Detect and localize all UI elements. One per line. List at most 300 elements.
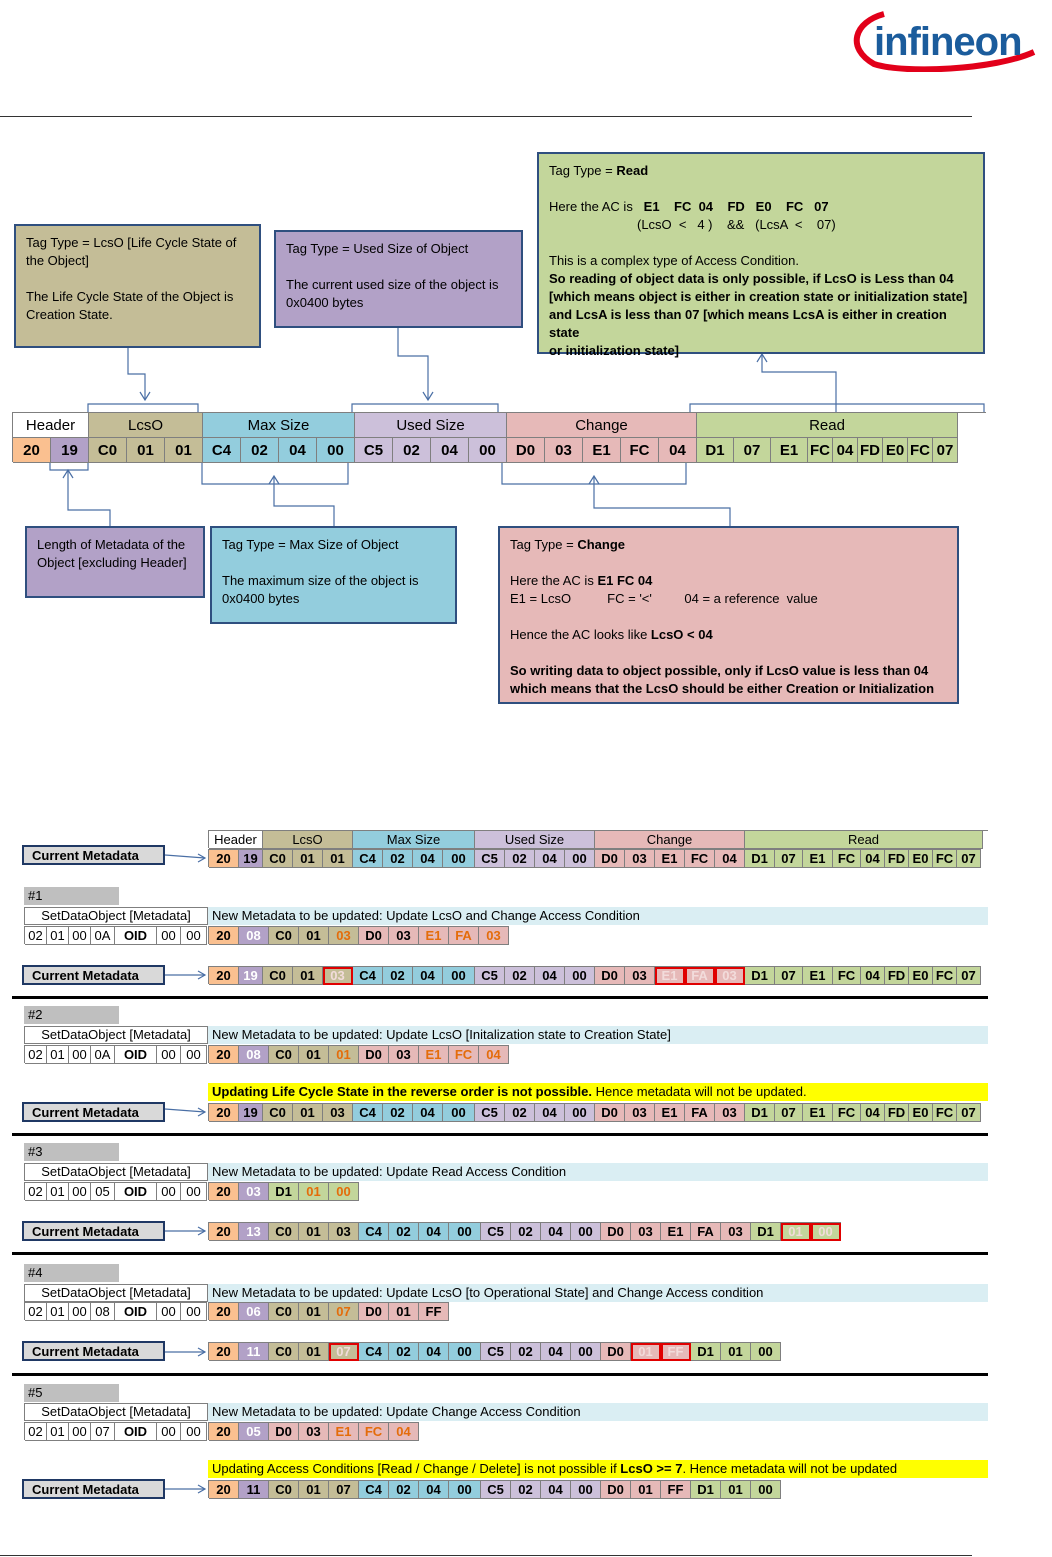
example-number: #5 — [24, 1384, 119, 1402]
byte-cell: 04 — [419, 1481, 449, 1499]
byte-cell: 00 — [329, 1183, 359, 1201]
small-header-row — [208, 830, 988, 848]
byte-cell: 08 — [239, 1046, 269, 1064]
command-byte-cell: OID — [115, 927, 157, 945]
byte-cell: 04 — [541, 1223, 571, 1241]
command-byte-cell: 00 — [157, 927, 181, 945]
byte-cell: D1 — [745, 850, 775, 868]
command-byte-cell: 05 — [91, 1183, 115, 1201]
small-header-cell: Max Size — [353, 831, 475, 849]
byte-cell: 00 — [449, 1481, 481, 1499]
byte-cell: 00 — [811, 1223, 841, 1241]
command-byte-cell: 0A — [91, 1046, 115, 1064]
byte-cell: E1 — [419, 1046, 449, 1064]
byte-cell: 20 — [209, 1183, 239, 1201]
byte-cell: 02 — [393, 438, 431, 463]
byte-cell: 02 — [505, 1104, 535, 1122]
command-byte-cell: 00 — [69, 1183, 91, 1201]
byte-cell: E1 — [419, 927, 449, 945]
small-header-cell: Change — [595, 831, 745, 849]
command-byte-cell: 07 — [91, 1423, 115, 1441]
byte-cell: 01 — [165, 438, 203, 463]
byte-cell: 03 — [299, 1423, 329, 1441]
byte-cell: 00 — [443, 850, 475, 868]
byte-cell: C0 — [263, 1104, 293, 1122]
byte-cell: C4 — [203, 438, 241, 463]
byte-cell: FF — [419, 1303, 449, 1321]
logo-text: infineon — [874, 20, 1022, 64]
byte-cell: 04 — [833, 438, 858, 463]
byte-cell: 20 — [209, 850, 239, 868]
command-byte-cell: 00 — [157, 1423, 181, 1441]
new-metadata-description: New Metadata to be updated: Update Change Access Condition — [208, 1403, 988, 1421]
byte-cell: 01 — [721, 1481, 751, 1499]
command-byte-cell: 00 — [157, 1303, 181, 1321]
byte-cell: 04 — [659, 438, 697, 463]
byte-cell: C4 — [359, 1223, 389, 1241]
byte-cell: 03 — [323, 967, 353, 985]
byte-cell: 07 — [957, 1104, 981, 1122]
byte-cell: 01 — [293, 1104, 323, 1122]
max-box-line1: Tag Type = Max Size of Object — [222, 537, 399, 552]
byte-cell: 00 — [571, 1223, 601, 1241]
byte-cell: FC — [833, 967, 861, 985]
byte-cell: 01 — [299, 1343, 329, 1361]
byte-cell: 01 — [299, 927, 329, 945]
command-byte-cell: 00 — [181, 1423, 207, 1441]
byte-cell: 05 — [239, 1423, 269, 1441]
byte-cell: 01 — [781, 1223, 811, 1241]
used-size-explanation-box — [274, 230, 523, 328]
byte-cell: D1 — [751, 1223, 781, 1241]
byte-cell: 02 — [505, 967, 535, 985]
byte-cell: 02 — [241, 438, 279, 463]
byte-cell: 20 — [209, 1046, 239, 1064]
command-byte-cell: 00 — [69, 1046, 91, 1064]
byte-cell: 00 — [317, 438, 355, 463]
command-byte-cell: 00 — [157, 1183, 181, 1201]
byte-cell: 04 — [715, 850, 745, 868]
big-header-cell: Max Size — [203, 413, 355, 438]
command-byte-cell: 00 — [69, 1423, 91, 1441]
current-metadata-label: Current Metadata — [22, 1102, 165, 1122]
byte-cell: C0 — [263, 850, 293, 868]
byte-cell: 04 — [861, 850, 885, 868]
metadata-byte-row — [208, 1422, 419, 1440]
section-separator — [12, 1133, 988, 1136]
byte-cell: 00 — [571, 1343, 601, 1361]
byte-cell: 02 — [383, 967, 413, 985]
current-metadata-label: Current Metadata — [22, 1479, 165, 1499]
byte-cell: FC — [621, 438, 659, 463]
byte-cell: 20 — [13, 438, 51, 463]
command-byte-cell: 02 — [25, 1183, 47, 1201]
byte-cell: 01 — [293, 967, 323, 985]
command-byte-cell: 0A — [91, 927, 115, 945]
change-hence-prefix: Hence the AC looks like — [510, 627, 651, 642]
byte-cell: 01 — [299, 1303, 329, 1321]
byte-cell: 01 — [389, 1303, 419, 1321]
byte-cell: 04 — [413, 1104, 443, 1122]
command-byte-cell: 01 — [47, 927, 69, 945]
command-byte-cell: 08 — [91, 1303, 115, 1321]
byte-cell: D0 — [601, 1223, 631, 1241]
byte-cell: FC — [833, 850, 861, 868]
byte-cell: E0 — [909, 1104, 933, 1122]
command-byte-cell: 00 — [181, 1303, 207, 1321]
metadata-byte-row — [208, 1103, 981, 1121]
command-byte-cell: 00 — [181, 1183, 207, 1201]
byte-cell: E1 — [803, 967, 833, 985]
byte-cell: FC — [833, 1104, 861, 1122]
byte-cell: 01 — [299, 1046, 329, 1064]
byte-cell: FA — [691, 1223, 721, 1241]
byte-cell: 03 — [545, 438, 583, 463]
byte-cell: C0 — [269, 1481, 299, 1499]
metadata-byte-row — [208, 1182, 359, 1200]
footer-rule — [0, 1555, 972, 1556]
byte-cell: D1 — [269, 1183, 299, 1201]
max-size-explanation-box — [210, 526, 457, 624]
byte-cell: 04 — [535, 850, 565, 868]
lcso-box-line2: The Life Cycle State of the Object is Creation State. — [26, 289, 234, 322]
byte-cell: 00 — [751, 1481, 781, 1499]
byte-cell: C0 — [263, 967, 293, 985]
small-header-cell: LcsO — [263, 831, 353, 849]
byte-cell: 06 — [239, 1303, 269, 1321]
byte-cell: 04 — [541, 1343, 571, 1361]
byte-cell: 07 — [329, 1303, 359, 1321]
byte-cell: 20 — [209, 1303, 239, 1321]
byte-cell: D0 — [507, 438, 545, 463]
byte-cell: E0 — [883, 438, 908, 463]
metadata-byte-row — [208, 1045, 509, 1063]
command-prefix-row — [24, 1302, 207, 1320]
byte-cell: 00 — [449, 1343, 481, 1361]
byte-cell: 00 — [565, 1104, 595, 1122]
byte-cell: 20 — [209, 1223, 239, 1241]
byte-cell: FC — [685, 850, 715, 868]
command-byte-cell: 02 — [25, 1046, 47, 1064]
byte-cell: 03 — [625, 1104, 655, 1122]
byte-cell: 01 — [293, 850, 323, 868]
command-byte-cell: 00 — [69, 927, 91, 945]
metadata-big-table — [12, 412, 986, 462]
read-box-title — [549, 162, 973, 180]
byte-cell: E1 — [803, 850, 833, 868]
byte-cell: D0 — [601, 1481, 631, 1499]
change-explanation-box — [498, 526, 959, 704]
byte-cell: E0 — [909, 850, 933, 868]
byte-cell: 03 — [715, 1104, 745, 1122]
byte-cell: 04 — [413, 850, 443, 868]
command-byte-cell: 00 — [69, 1303, 91, 1321]
byte-cell: C5 — [481, 1343, 511, 1361]
byte-cell: FD — [885, 967, 909, 985]
used-box-line2: The current used size of the object is 0x0400 bytes — [286, 277, 499, 310]
byte-cell: D0 — [601, 1343, 631, 1361]
byte-cell: E1 — [329, 1423, 359, 1441]
byte-cell: D1 — [697, 438, 734, 463]
big-header-cell: LcsO — [89, 413, 203, 438]
byte-cell: C4 — [353, 850, 383, 868]
byte-cell: 02 — [389, 1223, 419, 1241]
change-box-ac — [510, 572, 947, 590]
byte-cell: 07 — [775, 850, 803, 868]
used-box-line1: Tag Type = Used Size of Object — [286, 241, 469, 256]
warning-note — [208, 1083, 988, 1101]
byte-cell: C5 — [475, 850, 505, 868]
byte-cell: D0 — [595, 967, 625, 985]
change-ac-bold: E1 FC 04 — [597, 573, 653, 588]
example-number: #4 — [24, 1264, 119, 1282]
command-prefix-row — [24, 926, 207, 944]
byte-cell: FF — [661, 1343, 691, 1361]
command-byte-cell: 02 — [25, 1423, 47, 1441]
byte-cell: 00 — [443, 967, 475, 985]
read-ac-meaning: (LcsO < 4 ) && (LcsA < 07) — [637, 217, 836, 232]
byte-cell: D0 — [359, 1303, 389, 1321]
byte-cell: FD — [885, 1104, 909, 1122]
command-prefix-row — [24, 1045, 207, 1063]
byte-cell: E0 — [909, 967, 933, 985]
read-explanation-box — [537, 152, 985, 358]
big-header-cell: Change — [507, 413, 697, 438]
byte-cell: D1 — [745, 1104, 775, 1122]
command-prefix-row — [24, 1422, 207, 1440]
byte-cell: 00 — [571, 1481, 601, 1499]
read-box-bold2: [which means object is either in creation state or initialization state] — [549, 289, 968, 304]
section-separator — [12, 1373, 988, 1376]
byte-cell: FA — [685, 967, 715, 985]
warning-note — [208, 1460, 988, 1478]
command-byte-cell: 01 — [47, 1303, 69, 1321]
warning-note-bold: Updating Life Cycle State in the reverse order is not possible. — [212, 1084, 592, 1099]
byte-cell: 11 — [239, 1481, 269, 1499]
length-box-line1: Length of Metadata of the Object [excluding Header] — [37, 537, 187, 570]
byte-cell: 07 — [734, 438, 771, 463]
byte-cell: 02 — [511, 1343, 541, 1361]
byte-cell: FD — [858, 438, 883, 463]
command-byte-cell: 02 — [25, 927, 47, 945]
lcso-box-line1: Tag Type = LcsO [Life Cycle State of the Object] — [26, 235, 237, 268]
big-header-cell: Header — [13, 413, 89, 438]
byte-cell: 03 — [329, 927, 359, 945]
byte-cell: 03 — [329, 1223, 359, 1241]
byte-cell: 02 — [389, 1343, 419, 1361]
command-byte-cell: 01 — [47, 1183, 69, 1201]
byte-cell: D1 — [691, 1481, 721, 1499]
byte-cell: 07 — [775, 967, 803, 985]
byte-cell: 04 — [861, 1104, 885, 1122]
byte-cell: E1 — [655, 850, 685, 868]
change-box-hence — [510, 626, 947, 644]
byte-cell: 01 — [323, 850, 353, 868]
byte-cell: 19 — [239, 1104, 263, 1122]
byte-cell: D1 — [745, 967, 775, 985]
byte-cell: E1 — [583, 438, 621, 463]
warning-note-rest: Hence metadata will not be updated. — [591, 1084, 807, 1099]
byte-cell: 20 — [209, 1423, 239, 1441]
read-title-prefix: Tag Type = — [549, 163, 617, 178]
byte-cell: C0 — [269, 1343, 299, 1361]
metadata-byte-row — [208, 926, 509, 944]
byte-cell: 00 — [751, 1343, 781, 1361]
byte-cell: 20 — [209, 927, 239, 945]
byte-cell: 03 — [625, 850, 655, 868]
command-byte-cell: OID — [115, 1423, 157, 1441]
read-box-line3: This is a complex type of Access Condition. — [549, 253, 800, 268]
byte-cell: 19 — [239, 850, 263, 868]
metadata-byte-row — [208, 849, 981, 867]
new-metadata-description: New Metadata to be updated: Update LcsO [to Operational State] and Change Access condition — [208, 1284, 988, 1302]
byte-cell: 01 — [299, 1183, 329, 1201]
big-header-cell: Read — [697, 413, 958, 438]
byte-cell: 03 — [479, 927, 509, 945]
byte-cell: 04 — [535, 1104, 565, 1122]
byte-cell: D0 — [595, 850, 625, 868]
setdataobject-label: SetDataObject [Metadata] — [24, 1026, 208, 1044]
read-box-bold1: So reading of object data is only possible, if LcsO is Less than 04 — [549, 271, 954, 286]
current-metadata-label: Current Metadata — [22, 1341, 165, 1361]
byte-cell: FA — [685, 1104, 715, 1122]
byte-cell: 03 — [239, 1183, 269, 1201]
byte-cell: 01 — [631, 1481, 661, 1499]
byte-cell: 04 — [413, 967, 443, 985]
big-header-cell: Used Size — [355, 413, 507, 438]
byte-cell: 00 — [469, 438, 507, 463]
byte-cell: 03 — [323, 1104, 353, 1122]
read-ac-bytes: E1 FC 04 FD E0 FC 07 — [643, 199, 829, 214]
byte-cell: 00 — [449, 1223, 481, 1241]
byte-cell: FA — [449, 927, 479, 945]
byte-cell: 04 — [431, 438, 469, 463]
byte-cell: D0 — [359, 927, 389, 945]
byte-cell: 11 — [239, 1343, 269, 1361]
byte-cell: 04 — [479, 1046, 509, 1064]
current-metadata-label: Current Metadata — [22, 1221, 165, 1241]
byte-cell: 01 — [299, 1223, 329, 1241]
lcso-explanation-box — [14, 224, 261, 348]
change-box-bold2: which means that the LcsO should be either Creation or Initialization — [510, 681, 935, 696]
byte-cell: 07 — [775, 1104, 803, 1122]
command-byte-cell: OID — [115, 1303, 157, 1321]
byte-cell: 07 — [933, 438, 958, 463]
byte-cell: C5 — [355, 438, 393, 463]
byte-cell: 02 — [383, 850, 413, 868]
byte-cell: C5 — [481, 1481, 511, 1499]
byte-cell: 04 — [535, 967, 565, 985]
byte-cell: 07 — [329, 1343, 359, 1361]
byte-cell: 02 — [505, 850, 535, 868]
byte-cell: E1 — [771, 438, 808, 463]
read-box-ac — [549, 198, 973, 216]
byte-cell: 19 — [51, 438, 89, 463]
warning-note-pre: Updating Access Conditions [Read / Change / Delete] is not possible if — [212, 1461, 621, 1476]
byte-cell: 01 — [631, 1343, 661, 1361]
byte-cell: E1 — [661, 1223, 691, 1241]
setdataobject-label: SetDataObject [Metadata] — [24, 1284, 208, 1302]
byte-cell: C4 — [359, 1343, 389, 1361]
byte-cell: 07 — [957, 967, 981, 985]
example-number: #2 — [24, 1006, 119, 1024]
byte-cell: 03 — [631, 1223, 661, 1241]
byte-cell: C5 — [475, 1104, 505, 1122]
byte-cell: 03 — [389, 1046, 419, 1064]
command-byte-cell: OID — [115, 1183, 157, 1201]
read-ac-prefix: Here the AC is — [549, 199, 633, 214]
byte-cell: 00 — [565, 967, 595, 985]
byte-cell: D0 — [595, 1104, 625, 1122]
byte-cell: C0 — [89, 438, 127, 463]
metadata-byte-row — [208, 1342, 781, 1360]
byte-cell: C0 — [269, 1303, 299, 1321]
byte-cell: E1 — [655, 967, 685, 985]
byte-cell: 19 — [239, 967, 263, 985]
example-number: #1 — [24, 887, 119, 905]
byte-cell: C0 — [269, 1046, 299, 1064]
command-byte-cell: 01 — [47, 1046, 69, 1064]
section-separator — [12, 996, 988, 999]
change-title-bold: Change — [577, 537, 626, 552]
byte-cell: 04 — [419, 1223, 449, 1241]
byte-cell: 01 — [299, 1481, 329, 1499]
byte-cell: 01 — [329, 1046, 359, 1064]
command-byte-cell: 01 — [47, 1423, 69, 1441]
byte-cell: D0 — [269, 1423, 299, 1441]
warning-note-bold: LcsO >= 7 — [620, 1461, 683, 1476]
change-box-title — [510, 536, 947, 554]
change-hence-bold: LcsO < 04 — [650, 627, 713, 642]
byte-cell: 02 — [389, 1481, 419, 1499]
max-box-line2: The maximum size of the object is 0x0400 bytes — [222, 573, 419, 606]
byte-cell: E1 — [655, 1104, 685, 1122]
byte-cell: C4 — [353, 1104, 383, 1122]
byte-cell: 20 — [209, 967, 239, 985]
byte-cell: FC — [933, 850, 957, 868]
byte-cell: D1 — [691, 1343, 721, 1361]
small-header-cell: Read — [745, 831, 983, 849]
byte-cell: 02 — [511, 1223, 541, 1241]
byte-cell: C4 — [359, 1481, 389, 1499]
metadata-byte-row — [208, 966, 981, 984]
metadata-byte-row — [208, 1222, 841, 1240]
current-metadata-label: Current Metadata — [22, 845, 165, 865]
byte-cell: 02 — [511, 1481, 541, 1499]
byte-cell: 20 — [209, 1343, 239, 1361]
byte-cell: 04 — [861, 967, 885, 985]
byte-cell: 04 — [389, 1423, 419, 1441]
byte-cell: FF — [661, 1481, 691, 1499]
byte-cell: 02 — [383, 1104, 413, 1122]
change-box-legend: E1 = LcsO FC = '<' 04 = a reference value — [510, 591, 818, 606]
small-header-cell: Used Size — [475, 831, 595, 849]
change-box-bold1: So writing data to object possible, only if LcsO value is less than 04 — [510, 663, 929, 678]
byte-cell: FC — [359, 1423, 389, 1441]
metadata-byte-row — [208, 1480, 781, 1498]
byte-cell: 03 — [715, 967, 745, 985]
byte-cell: 07 — [329, 1481, 359, 1499]
command-byte-cell: 00 — [181, 1046, 207, 1064]
length-explanation-box — [25, 526, 205, 598]
new-metadata-description: New Metadata to be updated: Update LcsO and Change Access Condition — [208, 907, 988, 925]
byte-cell: FD — [885, 850, 909, 868]
byte-cell: FC — [908, 438, 933, 463]
byte-cell: 20 — [209, 1104, 239, 1122]
byte-cell: 13 — [239, 1223, 269, 1241]
read-box-bold4: or initialization state] — [549, 343, 680, 358]
byte-cell: 00 — [565, 850, 595, 868]
